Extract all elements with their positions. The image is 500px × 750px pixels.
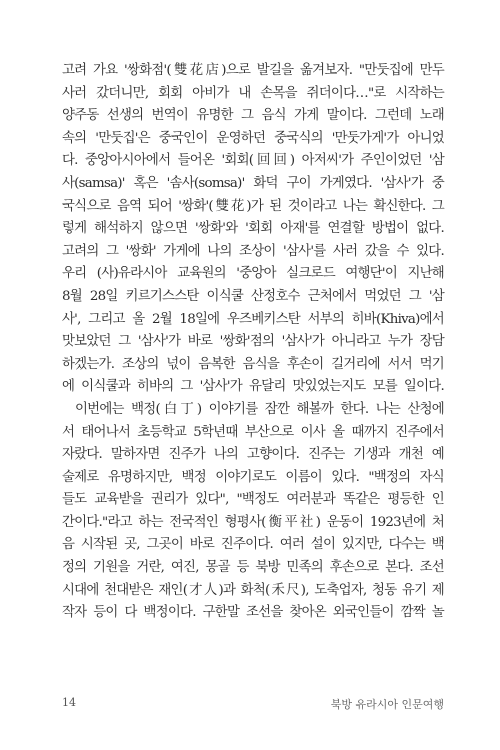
text-line: 다. 중앙아시아에서 들어온 '회회(回回) 아저씨'가 주인이었던 '삼 [62,153,444,169]
text-line: 국식으로 음역 되어 '쌍화'(雙花)가 된 것이라고 나는 확신한다. 그 [62,198,444,214]
text-line: 시대에 천대받은 재인(才人)과 화척(禾尺), 도축업자, 청동 유기 제 [62,582,444,598]
text-line: 서 태어나서 초등학교 5학년때 부산으로 이사 올 때까지 진주에서 [62,424,444,440]
text-line: 맛보았던 그 '삼사'가 바로 '쌍화'점의 '삼사'가 아니라고 누가 장담 [62,334,444,350]
text-line: 고려의 그 '쌍화' 가게에 나의 조상이 '삼사'를 사러 갔을 수 있다. [62,243,444,259]
text-line: 사러 갔더니만, 회회 아비가 내 손목을 쥐더이다…"로 시작하는 [62,85,444,101]
text-line: 양주동 선생의 번역이 유명한 그 음식 가게 말이다. 그런데 노래 [62,108,444,124]
text-line: 술제로 유명하지만, 백정 이야기로도 이름이 있다. "백정의 자식 [62,469,444,485]
text-line: 간이다."라고 하는 전국적인 형평사(衡平社) 운동이 1923년에 처 [62,514,444,530]
text-line: 자랐다. 말하자면 진주가 나의 고향이다. 진주는 기생과 개천 예 [62,447,444,463]
text-line: 렇게 해석하지 않으면 '쌍화'와 '회회 아재'를 연결할 방법이 없다. [62,221,444,237]
text-line: 우리 (사)유라시아 교육원의 '중앙아 실크로드 여행단'이 지난해 [62,266,444,282]
text-line: 작자 등이 다 백정이다. 구한말 조선을 찾아온 외국인들이 깜짝 놀 [62,605,444,621]
text-line: 음 시작된 곳, 그곳이 바로 진주이다. 여러 설이 있지만, 다수는 백 [62,537,444,553]
text-line: 속의 '만둣집'은 중국인이 운영하던 중국식의 '만둣가게'가 아니었 [62,130,444,146]
text-line: 들도 교육받을 권리가 있다", "백정도 여러분과 똑같은 평등한 인 [62,492,444,508]
text-line: 정의 기원을 거란, 여진, 몽골 등 북방 민족의 후손으로 본다. 조선 [62,560,444,576]
text-line: 사', 그리고 올 2월 18일에 우즈베키스탄 서부의 히바(Khiva)에서 [62,311,444,327]
text-line: 8월 28일 키르기스스탄 이식쿨 산정호수 근처에서 먹었던 그 '삼 [62,288,444,304]
text-line: 고려 가요 '쌍화점'(雙花店)으로 발길을 옮겨보자. "만둣집에 만두 [62,63,444,78]
page-number: 14 [62,696,76,709]
paragraph-first-line: 이번에는 백정(白丁) 이야기를 잠깐 해볼까 한다. 나는 산청에 [75,401,444,417]
book-page-body [62,60,444,625]
text-line: 사(samsa)' 혹은 '솜사(somsa)' 화덕 구이 가게였다. '삼사'가 중 [62,175,444,191]
text-line: 하겠는가. 조상의 넋이 음복한 음식을 후손이 길거리에 서서 먹기 [62,356,444,372]
running-title: 북방 유라시아 인문여행 [330,698,444,711]
paragraph-last-line: 에 이식쿨과 히바의 그 '삼사'가 유달리 맛있었는지도 모를 일이다. [62,379,444,395]
